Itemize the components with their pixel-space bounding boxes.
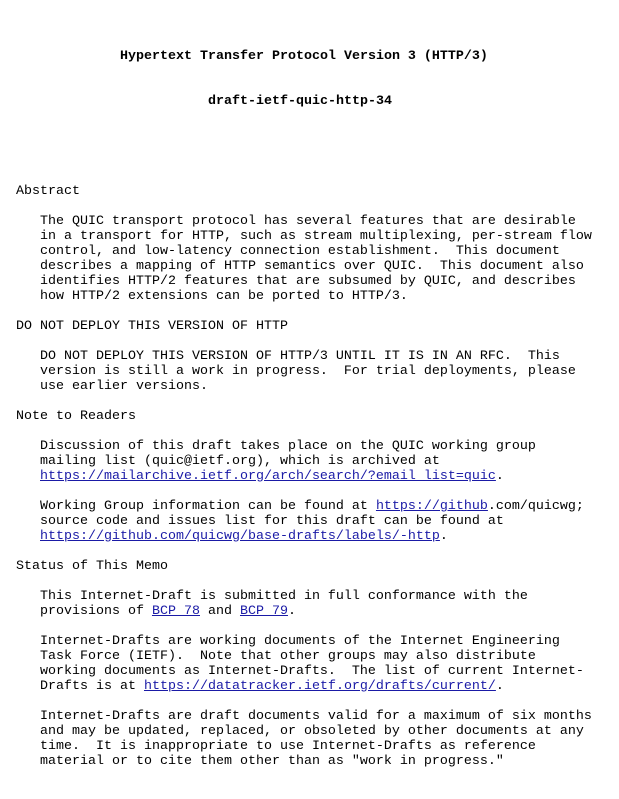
paragraph-line <box>16 274 592 289</box>
paragraph-line <box>16 679 592 694</box>
section-heading: DO NOT DEPLOY THIS VERSION OF HTTP <box>16 319 288 334</box>
blank-line <box>16 139 592 154</box>
text: identifies HTTP/2 features that are subsumed by QUIC, and describes <box>40 274 576 289</box>
text: material or to cite them other than as "work in progress." <box>40 754 504 769</box>
paragraph-line <box>16 514 592 529</box>
text: The QUIC transport protocol has several features that are desirable <box>40 214 576 229</box>
link[interactable]: https://datatracker.ietf.org/drafts/current/ <box>143 679 496 694</box>
blank-line <box>16 619 592 634</box>
text: Task Force (IETF). Note that other groups may also distribute <box>40 649 536 664</box>
paragraph-line <box>16 499 592 514</box>
text: DO NOT DEPLOY THIS VERSION OF HTTP/3 UNTIL IT IS IN AN RFC. This <box>40 349 560 364</box>
paragraph-line <box>16 289 592 304</box>
text: use earlier versions. <box>40 379 208 394</box>
blank-line <box>16 484 592 499</box>
text: . <box>495 679 504 694</box>
paragraph-line <box>16 439 592 454</box>
text: version is still a work in progress. For trial deployments, please <box>40 364 576 379</box>
blank-line <box>16 544 592 559</box>
text: describes a mapping of HTTP semantics over QUIC. This document also <box>40 259 584 274</box>
link[interactable]: BCP 78 <box>151 604 200 619</box>
text: . <box>287 604 296 619</box>
paragraph-line <box>16 634 592 649</box>
text: and <box>199 604 240 619</box>
text: .com/quicwg; <box>487 499 584 514</box>
paragraph-line <box>16 259 592 274</box>
text: how HTTP/2 extensions can be ported to HTTP/3. <box>40 289 408 304</box>
document <box>16 19 592 799</box>
text: working documents as Internet-Drafts. The list of current Internet- <box>40 664 584 679</box>
text: Working Group information can be found at <box>40 499 376 514</box>
text: . <box>495 469 504 484</box>
paragraph-line <box>16 469 592 484</box>
text: Internet-Drafts are working documents of the Internet Engineering <box>40 634 560 649</box>
document-body <box>16 184 592 784</box>
paragraph-line <box>16 739 592 754</box>
blank-line <box>16 694 592 709</box>
text: . <box>439 529 448 544</box>
paragraph-line <box>16 604 592 619</box>
paragraph-line <box>16 214 592 229</box>
text: source code and issues list for this draft can be found at <box>40 514 504 529</box>
text: time. It is inappropriate to use Internet-Drafts as reference <box>40 739 536 754</box>
text: control, and low-latency connection establishment. This document <box>40 244 560 259</box>
paragraph-line <box>16 724 592 739</box>
section-heading: Abstract <box>16 184 80 199</box>
document-title: Hypertext Transfer Protocol Version 3 (HTTP/3) <box>120 49 488 64</box>
link[interactable]: https://github.com/quicwg/base-drafts/labels/-http <box>40 529 440 544</box>
blank-line <box>16 334 592 349</box>
text: in a transport for HTTP, such as stream multiplexing, per-stream flow <box>40 229 592 244</box>
blank-line <box>16 304 592 319</box>
paragraph-line <box>16 709 592 724</box>
blank-line <box>16 394 592 409</box>
section-heading: Note to Readers <box>16 409 136 424</box>
text: mailing list (quic@ietf.org), which is archived at <box>40 454 440 469</box>
text: Internet-Drafts are draft documents valid for a maximum of six months <box>40 709 592 724</box>
blank-line <box>16 574 592 589</box>
link[interactable]: https://github <box>375 499 488 514</box>
paragraph-line <box>16 244 592 259</box>
section-heading: Status of This Memo <box>16 559 168 574</box>
paragraph-line <box>16 529 592 544</box>
text: and may be updated, replaced, or obsoleted by other documents at any <box>40 724 584 739</box>
paragraph-line <box>16 379 592 394</box>
text: Drafts is at <box>40 679 144 694</box>
text: This Internet-Draft is submitted in full conformance with the <box>40 589 528 604</box>
blank-line <box>16 199 592 214</box>
paragraph-line <box>16 349 592 364</box>
blank-line <box>16 424 592 439</box>
paragraph-line <box>16 229 592 244</box>
paragraph-line <box>16 589 592 604</box>
draft-name: draft-ietf-quic-http-34 <box>208 94 392 109</box>
link[interactable]: https://mailarchive.ietf.org/arch/search/?email_list=quic <box>40 469 496 484</box>
paragraph-line <box>16 754 592 769</box>
paragraph-line <box>16 454 592 469</box>
text: Discussion of this draft takes place on the QUIC working group <box>40 439 536 454</box>
paragraph-line <box>16 364 592 379</box>
link[interactable]: BCP 79 <box>239 604 288 619</box>
blank-line <box>16 769 592 784</box>
text: provisions of <box>40 604 152 619</box>
paragraph-line <box>16 649 592 664</box>
paragraph-line <box>16 664 592 679</box>
